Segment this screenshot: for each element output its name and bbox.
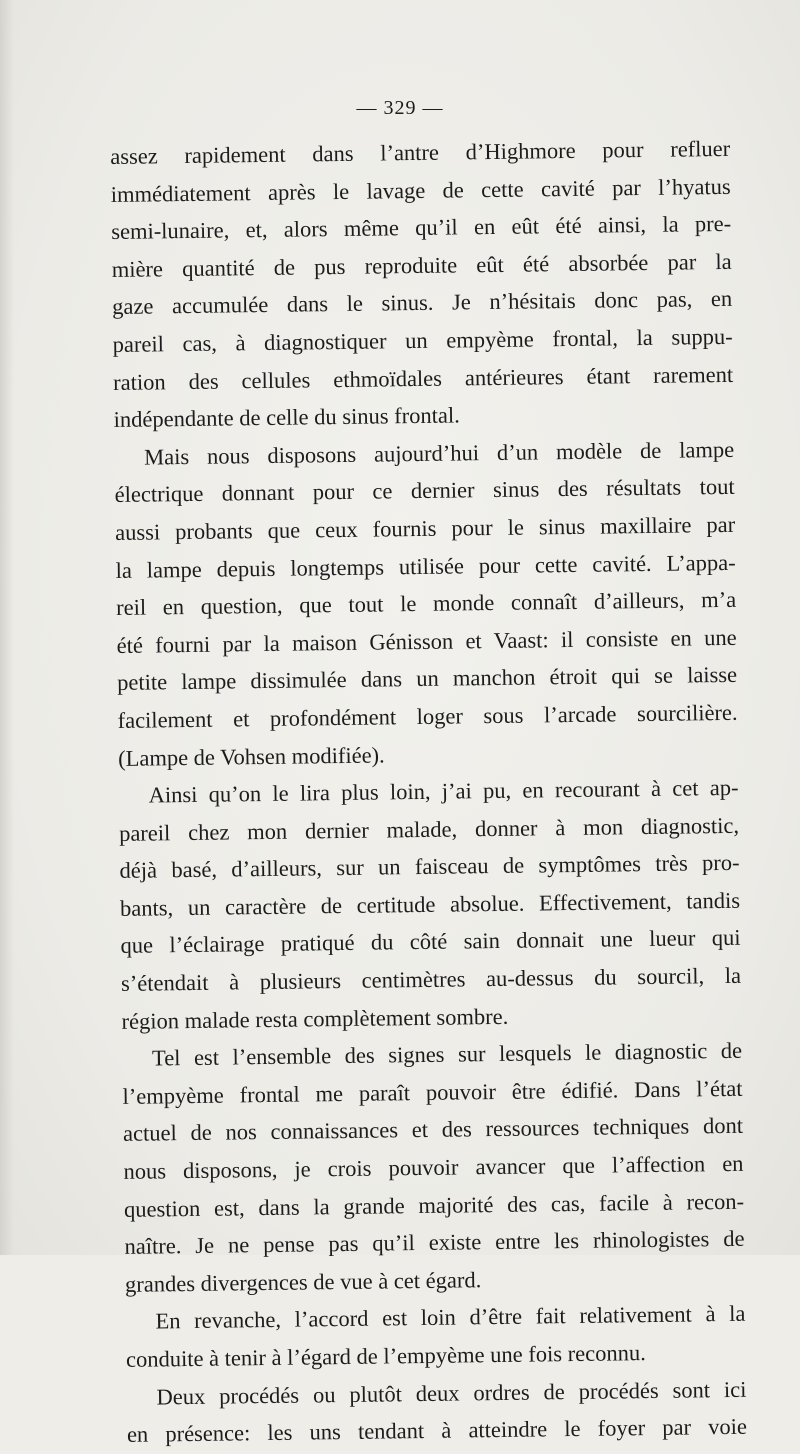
text-line: conduite à tenir à l’égard de l’empyème une fois reconnu.	[125, 1340, 646, 1372]
text-line: la lampe depuis longtemps utilisée pour cette cavité. L’appa-	[115, 549, 736, 583]
text-line: déjà basé, d’ailleurs, sur un faisceau de symptômes très pro-	[119, 850, 740, 884]
text-line: aussi probants que ceux fournis pour le sinus maxillaire par	[114, 511, 736, 545]
text-line: facilement et profondément loger sous l’arcade sourcilière.	[117, 699, 738, 733]
text-line: naître. Je ne pense pas qu’il existe entre les rhinologistes de	[124, 1226, 745, 1260]
text-line: Tel est l’ensemble des signes sur lesquels le diagnostic de	[151, 1038, 743, 1071]
page-number: — 329 —	[356, 97, 444, 119]
text-line: assez rapidement dans l’antre d’Highmore pour refluer	[110, 135, 731, 169]
text-line: ration des cellules ethmoïdales antérieures étant rarement	[113, 361, 734, 395]
text-line: pareil chez mon dernier malade, donner à mon diagnostic,	[118, 812, 740, 846]
text-line: bants, un caractère de certitude absolue. Effectivement, tandis	[119, 887, 741, 921]
text-line: été fourni par la maison Génisson et Vaast: il consiste en une	[116, 624, 737, 658]
text-line: l’empyème frontal me paraît pouvoir être édifié. Dans l’état	[122, 1075, 743, 1109]
text-line: s’étendait à plusieurs centimètres au-dessus du sourcil, la	[120, 962, 742, 996]
text-line: En revanche, l’accord est loin d’être fait relativement à la	[155, 1301, 746, 1334]
text-line: gaze accumulée dans le sinus. Je n’hésitais donc pas, en	[112, 286, 733, 320]
text-line: reil en question, que tout le monde connaît d’ailleurs, m’a	[115, 586, 737, 621]
body-text	[110, 130, 747, 1454]
text-line: région malade resta complètement sombre.	[121, 1003, 509, 1034]
text-line: actuel de nos connaissances et des ressources techniques dont	[122, 1113, 744, 1147]
text-line: indépendante de celle du sinus frontal.	[113, 402, 460, 433]
text-line: grandes divergences de vue à cet égard.	[124, 1267, 482, 1297]
text-line: électrique donnant pour ce dernier sinus des résultats tout	[114, 474, 735, 508]
text-line: petite lampe dissimulée dans un manchon étroit qui se laisse	[116, 662, 738, 696]
text-line: pareil cas, à diagnostiquer un empyème frontal, la suppu-	[112, 323, 733, 357]
text-line: (Lampe de Vohsen modifiée).	[117, 741, 385, 771]
text-line: en présence: les uns tendant à atteindre le foyer par voie	[126, 1413, 748, 1448]
text-line: Deux procédés ou plutôt deux ordres de procédés sont ici	[156, 1376, 747, 1410]
text-line: Mais nous disposons aujourd’hui d’un modèle de lampe	[144, 436, 735, 470]
text-line: Ainsi qu’on le lira plus loin, j’ai pu, en recourant à cet ap-	[148, 774, 739, 808]
text-line: nous disposons, je crois pouvoir avancer que l’affection en	[123, 1150, 744, 1184]
text-line: question est, dans la grande majorité des cas, facile à recon-	[123, 1188, 745, 1222]
text-line: que l’éclairage pratiqué du côté sain donnait une lueur qui	[120, 925, 741, 959]
text-line: semi-lunaire, et, alors même qu’il en eût été ainsi, la pre-	[111, 211, 732, 245]
text-line: immédiatement après le lavage de cette cavité par l’hyatus	[110, 173, 731, 207]
text-line: mière quantité de pus reproduite eût été absorbée par la	[111, 248, 732, 282]
page-gutter-shadow	[0, 0, 14, 1255]
